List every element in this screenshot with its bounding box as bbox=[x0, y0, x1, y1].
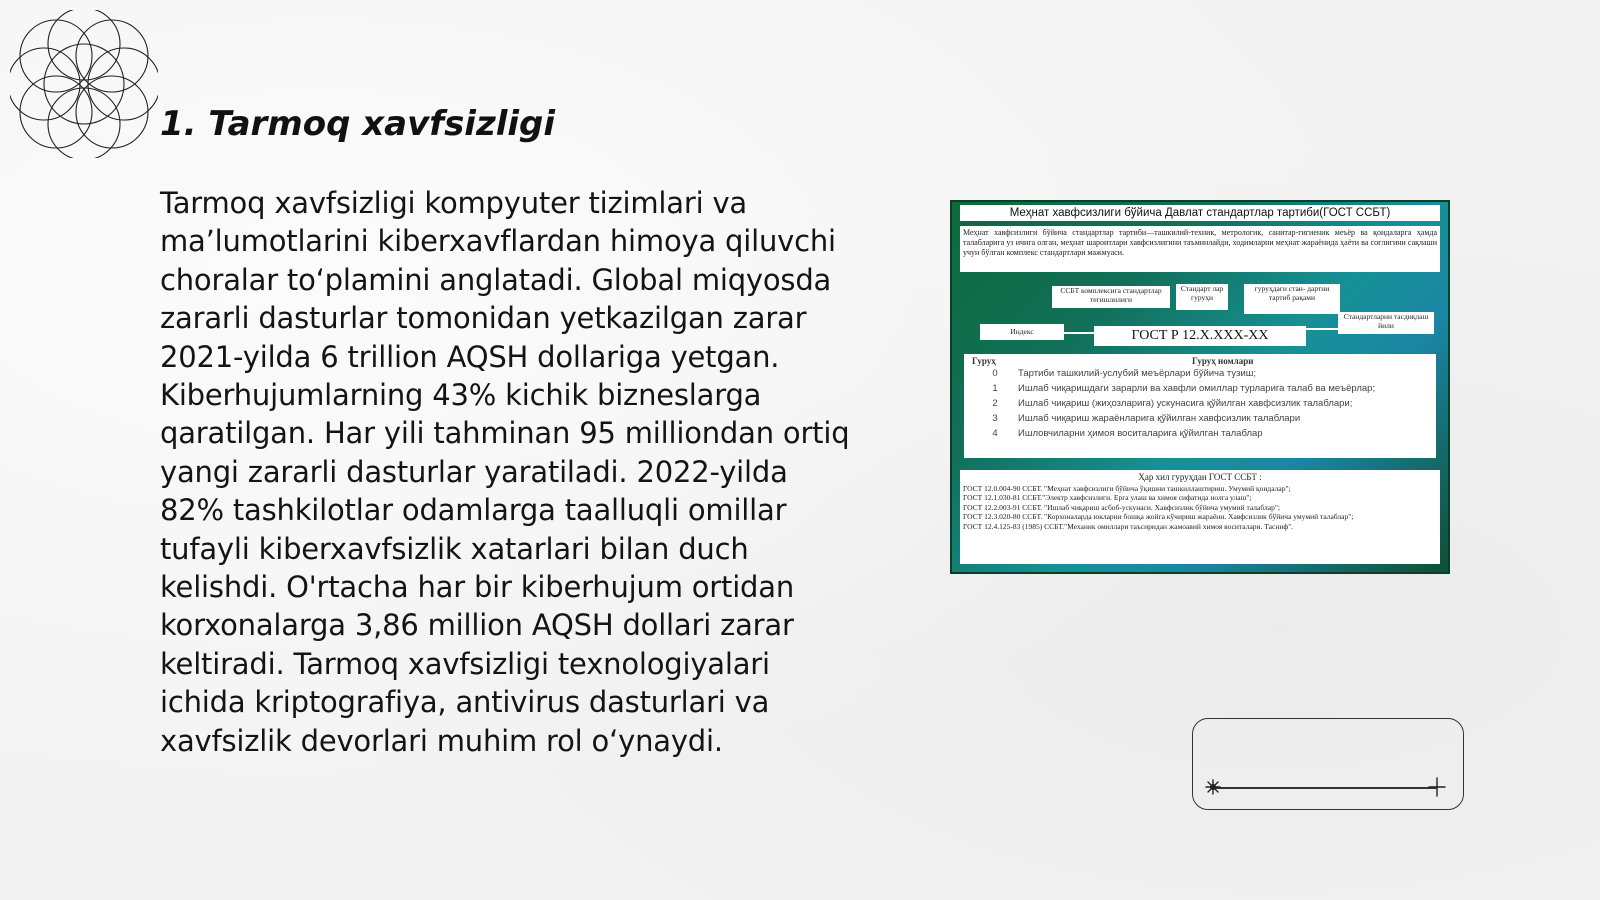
table-row bbox=[972, 381, 1428, 396]
group-name: Ишлаб чиқаришдаги зарарли ва хавфли омиллар турларига талаб ва меъёрлар; bbox=[1018, 383, 1376, 394]
connector-line bbox=[1306, 328, 1338, 330]
group-name: Тартиби ташкилий-услубий меъёрлари бўйича тузиш; bbox=[1018, 368, 1257, 379]
page-title: 1. Tarmoq xavfsizligi bbox=[160, 104, 556, 144]
list-item: ГОСТ 12.4.125-83 (1985) ССБТ."Механик омиллари таъсиридан жамоавий химоя воситалари. Тасниф". bbox=[963, 521, 1294, 531]
poster-intro: Меҳнат хавфсизлиги бўйича стандартлар тартиби—ташкилий-техник, метрологик, санитар-гигиеник меъёр ва қоидаларга ҳамда талабларига уз ичига олган, меҳнат шароитлари хавфсизлигини таъминлайди, ходимларни меҳнат жараёнида ҳаёти ва соғлигини сақлаши учун бўлган комплекс стандартлари мажмуаси. bbox=[960, 226, 1440, 272]
gost-list bbox=[960, 470, 1440, 564]
groups-table bbox=[964, 354, 1436, 458]
table-row bbox=[972, 426, 1428, 441]
table-row bbox=[972, 396, 1428, 411]
sparkle-icon bbox=[1203, 777, 1223, 797]
group-number: 0 bbox=[992, 368, 998, 379]
list-item: ГОСТ 12.3.020-80 ССБТ. "Корхоналарда юкларни бошқа жойга кўчириш жараёни. Хавфсизлик бўйича умумий талаблар"; bbox=[963, 512, 1354, 521]
poster-box-year: Стандартларни тасдиқлаш йили bbox=[1338, 312, 1434, 334]
crosshair-icon bbox=[1427, 777, 1447, 797]
group-number: 4 bbox=[992, 428, 998, 439]
group-number: 3 bbox=[992, 413, 998, 424]
gost-code: ГОСТ Р 12.Х.ХХХ-ХХ bbox=[1094, 326, 1306, 346]
poster-box-number: гуруҳдаги стан- дартни тартиб рақами bbox=[1244, 284, 1340, 314]
gost-list-title: Ҳар хил гуруҳдан ГОСТ ССБТ : bbox=[1138, 472, 1262, 482]
poster-box-group: Стандарт лар гуруҳи bbox=[1176, 284, 1228, 310]
group-number: 1 bbox=[992, 383, 998, 394]
group-name: Ишлаб чиқариш (жиҳозларига) ускунасига қўйилган хавфсизлик талаблари; bbox=[1018, 398, 1353, 409]
decorative-circles-icon bbox=[10, 10, 158, 158]
poster-box-index: Индекс bbox=[980, 324, 1064, 340]
decorative-line bbox=[1213, 787, 1437, 789]
table-row bbox=[972, 366, 1428, 381]
list-item: ГОСТ 12.1.030-81 ССБТ."Электр хавфсизлиги. Ерга улаш ва химоя сифатида нолга улаш"; bbox=[963, 493, 1252, 502]
table-row bbox=[972, 411, 1428, 426]
groups-header-col2: Гуруҳ номлари bbox=[1192, 356, 1254, 366]
gost-standards-image bbox=[950, 200, 1450, 574]
list-item: ГОСТ 12.2.003-91 ССБТ. "Ишлаб чиқариш асбоб-ускунаси. Хавфсизлик бўйича умумий талаблар"; bbox=[963, 502, 1280, 512]
group-name: Ишлаб чиқариш жараёнларига қўйилган хавфсизлик талаблари bbox=[1018, 413, 1301, 424]
groups-header-col1: Гуруҳ bbox=[972, 356, 996, 366]
poster-title: Меҳнат хавфсизлиги бўйича Давлат стандартлар тартиби(ГОСТ ССБТ) bbox=[960, 205, 1440, 221]
group-name: Ишловчиларни ҳимоя воситаларига қўйилган талаблар bbox=[1018, 428, 1263, 439]
list-item: ГОСТ 12.0.004-90 ССБТ. "Меҳнат хавфсизлиги бўйича ўқишни ташкиллаштириш. Умумий қоидалар"; bbox=[963, 483, 1291, 493]
connector-line bbox=[1064, 332, 1094, 334]
decorative-rounded-box bbox=[1192, 718, 1464, 810]
group-number: 2 bbox=[992, 398, 998, 409]
poster-box-complex: ССБТ комплексига стандартлар тегишлилиги bbox=[1052, 286, 1170, 308]
groups-table-header bbox=[972, 356, 1428, 366]
body-paragraph: Tarmoq xavfsizligi kompyuter tizimlari va ma’lumotlarini kiberxavflardan himoya qiluvchi choralar to‘plamini anglatadi. Global miqyosda zararli dasturlar tomonidan yetkazilgan zarar 2021-yilda 6 trillion AQSH dollariga yetgan. Kiberhujumlarning 43% kichik bizneslarga qaratilgan. Har yili tahminan 95 milliondan ortiq yangi zararli dasturlar yaratiladi. 2022-yilda 82% tashkilotlar odamlarga taalluqli omillar tufayli kiberxavfsizlik xatarlari bilan duch kelishdi. O'rtacha har bir kiberhujum ortidan korxonalarga 3,86 million AQSH dollari zarar keltiradi. Tarmoq xavfsizligi texnologiyalari ichida kriptografiya, antivirus dasturlari va xavfsizlik devorlari muhim rol o‘ynaydi. bbox=[160, 186, 850, 758]
